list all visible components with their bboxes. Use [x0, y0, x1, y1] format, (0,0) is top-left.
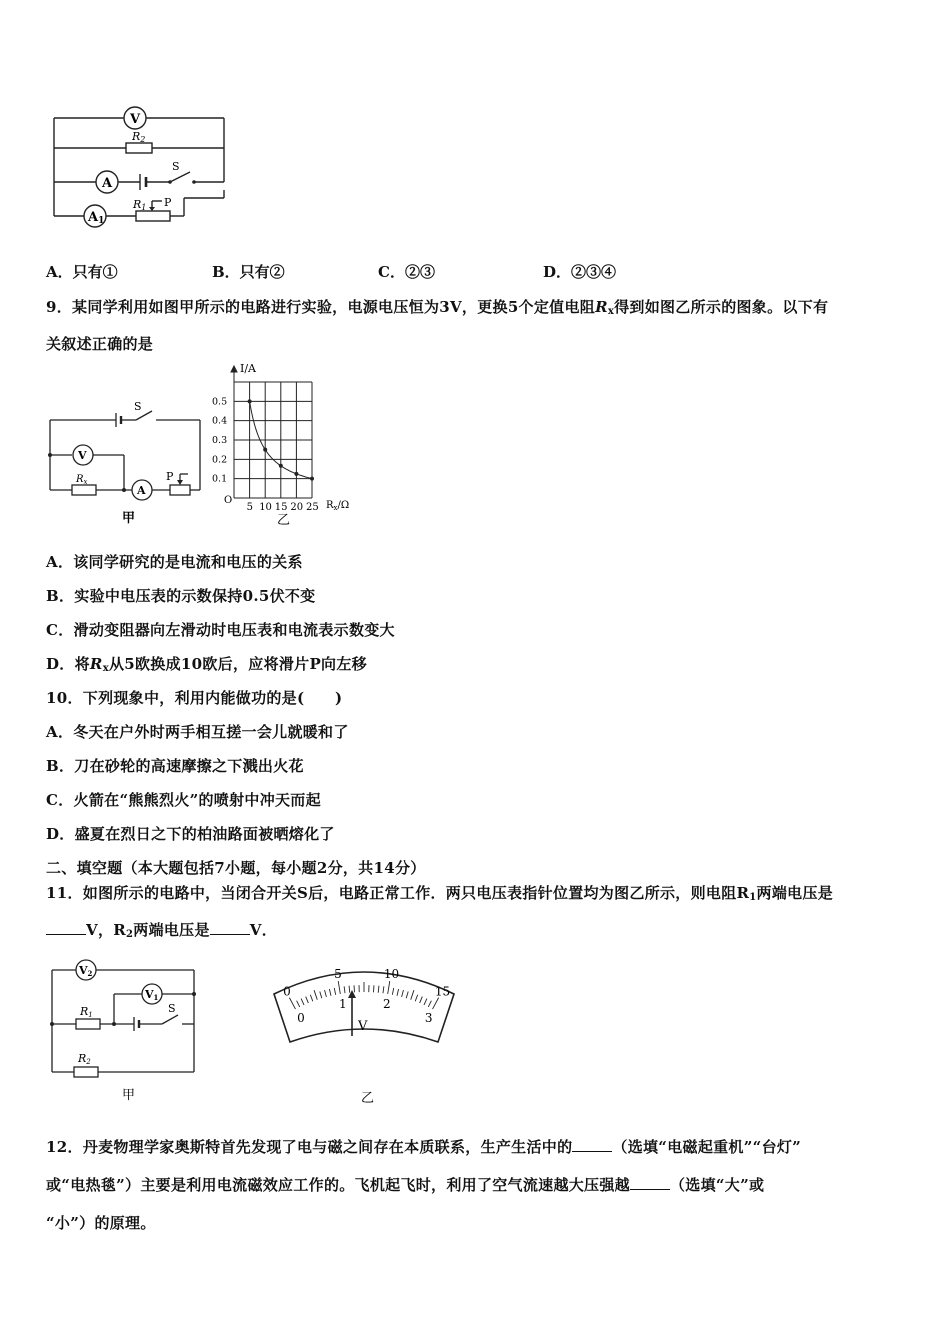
q9-option-d[interactable]: D．将$R_x$从5欧换成10欧后，应将滑片P向左移 — [46, 655, 367, 674]
q8-circuit-diagram — [40, 98, 240, 234]
meter-tick — [338, 981, 340, 994]
meter-tick — [378, 986, 379, 993]
meter-tick — [297, 1001, 300, 1007]
q11-v2-label: V — [79, 964, 88, 977]
r1-label: R — [133, 198, 142, 211]
q9-i-r-chart — [208, 360, 368, 528]
voltmeter-label: V — [130, 112, 141, 127]
chart-x-tick: 20 — [290, 502, 304, 513]
q9-caption-jia: 甲 — [122, 511, 136, 526]
meter-tick — [433, 998, 439, 1009]
meter-tick — [289, 998, 295, 1009]
meter-tick — [344, 986, 345, 993]
q9-option-b[interactable]: B．实验中电压表的示数保持0.5伏不变 — [46, 587, 316, 605]
meter-tick — [388, 981, 390, 994]
svg-text:R2: R2 — [132, 130, 146, 144]
q10-option-a[interactable]: A．冬天在户外时两手相互搓一会儿就暖和了 — [46, 723, 349, 741]
q11-switch-label: S — [168, 1002, 176, 1015]
q9-rx-label: R — [76, 474, 84, 485]
q11-v1-label: V — [145, 988, 154, 1001]
svg-text:R1: R1 — [133, 198, 147, 212]
meter-lower-label: 0 — [297, 1010, 305, 1025]
q11-caption-jia: 甲 — [122, 1088, 136, 1103]
q9-circuit-diagram — [40, 398, 210, 528]
meter-tick — [301, 999, 304, 1005]
meter-tick — [320, 992, 322, 999]
meter-lower-label: 2 — [383, 996, 391, 1011]
q9-switch-label: S — [134, 400, 142, 413]
q10-stem: 10．下列现象中，利用内能做功的是( ) — [46, 689, 343, 707]
chart-point — [248, 399, 252, 403]
chart-point — [279, 464, 283, 468]
meter-upper-label: 15 — [434, 984, 451, 999]
meter-tick — [329, 989, 331, 996]
q11-caption-yi: 乙 — [361, 1091, 375, 1106]
meter-lower-label: 1 — [338, 996, 347, 1011]
q10-option-c[interactable]: C．火箭在“熊熊烈火”的喷射中冲天而起 — [46, 791, 321, 809]
meter-tick — [397, 989, 399, 996]
q11-blank-1[interactable] — [46, 920, 86, 935]
q11-stem-line2: V，$R_2$两端电压是 V． — [46, 919, 277, 940]
ammeter1-label: A — [88, 210, 99, 225]
chart-point — [263, 448, 267, 452]
meter-unit: V — [358, 1019, 368, 1034]
chart-x-tick: 15 — [274, 502, 288, 513]
meter-tick — [402, 990, 404, 997]
q8-option-c[interactable]: C．②③ — [378, 263, 435, 281]
meter-tick — [306, 997, 309, 1003]
svg-text:Rx/Ω: $R_x/\Omega$ — [326, 500, 350, 512]
q9-option-a[interactable]: A．该同学研究的是电流和电压的关系 — [46, 553, 303, 571]
ammeter-label: A — [102, 176, 113, 191]
meter-tick — [383, 986, 384, 993]
q8-option-d[interactable]: D．②③④ — [543, 263, 617, 281]
svg-text:V1: V1 — [145, 988, 159, 1002]
q12-line3: “小”）的原理。 — [46, 1214, 156, 1232]
chart-y-tick: 0.4 — [212, 415, 228, 427]
chart-x-tick: 5 — [246, 502, 253, 513]
svg-text:V2: V2 — [79, 964, 93, 978]
meter-tick — [349, 986, 350, 993]
svg-text:A1: A1 — [88, 210, 105, 226]
svg-text:R1: R1 — [80, 1005, 93, 1019]
q9-voltmeter-label: V — [78, 449, 87, 462]
meter-lower-label: 3 — [424, 1010, 433, 1025]
meter-tick — [424, 999, 427, 1005]
meter-tick — [334, 988, 335, 995]
q9-slider-label: P — [166, 470, 174, 483]
q11-circuit-diagram — [44, 956, 214, 1106]
chart-origin: O — [224, 495, 233, 506]
chart-point — [310, 477, 314, 481]
chart-y-tick: 0.1 — [212, 473, 228, 485]
chart-point — [294, 472, 298, 476]
q9-ammeter-label: A — [137, 484, 146, 497]
meter-tick — [314, 990, 317, 999]
chart-y-tick: 0.2 — [212, 454, 228, 466]
chart-y-tick: 0.3 — [212, 435, 228, 446]
q11-voltmeter-dial — [262, 958, 466, 1108]
meter-tick — [392, 988, 393, 995]
q11-r2-label: R — [78, 1052, 87, 1065]
meter-tick — [310, 995, 312, 1002]
q12-blank-2[interactable] — [630, 1175, 670, 1190]
q9-option-c[interactable]: C．滑动变阻器向左滑动时电压表和电流表示数变大 — [46, 621, 395, 639]
chart-y-arrow — [231, 366, 237, 372]
q11-blank-2[interactable] — [210, 920, 250, 935]
chart-y-tick: 0.5 — [212, 396, 228, 408]
section-title: 二、填空题（本大题包括7小题，每小题2分，共14分） — [46, 859, 426, 877]
q10-option-d[interactable]: D．盛夏在烈日之下的柏油路面被晒熔化了 — [46, 825, 335, 843]
switch-label: S — [172, 160, 180, 173]
q11-stem: 11．如图所示的电路中，当闭合开关S后，电路正常工作．两只电压表指针位置均为图乙所示，则电阻$R_1$两端电压是 — [46, 884, 834, 903]
q12-line1: 12．丹麦物理学家奥斯特首先发现了电与磁之间存在本质联系，生产生活中的 （选填“电磁起重机”“台灯” — [46, 1138, 802, 1156]
meter-upper-label: 5 — [334, 967, 342, 982]
q12-blank-1[interactable] — [572, 1137, 612, 1152]
q9-stem-line2: 关叙述正确的是 — [46, 335, 154, 353]
q9-caption-yi: 乙 — [277, 513, 291, 528]
q8-option-b[interactable]: B．只有② — [212, 263, 285, 281]
q12-line2: 或“电热毯”）主要是利用电流磁效应工作的。飞机起飞时，利用了空气流速越大压强越 （选填“大”或 — [46, 1176, 765, 1194]
meter-upper-label: 10 — [383, 967, 400, 982]
chart-x-tick: 25 — [306, 502, 319, 513]
meter-tick — [415, 995, 417, 1002]
meter-tick — [325, 990, 327, 997]
meter-tick — [406, 992, 408, 999]
q9-stem: 9．某同学利用如图甲所示的电路进行实验，电源电压恒为3V，更换5个定值电阻$R_x$得到如图乙所示的图象。以下有 — [46, 298, 829, 317]
svg-text:Rx: $R_x$ — [76, 474, 88, 486]
r2-label: R — [132, 130, 141, 143]
chart-x-tick: 10 — [259, 502, 272, 513]
svg-text:R2: R2 — [78, 1052, 91, 1066]
meter-tick — [420, 997, 423, 1003]
meter-upper-label: 0 — [283, 984, 291, 999]
q8-option-a[interactable]: A．只有① — [46, 263, 118, 281]
q10-option-b[interactable]: B．刀在砂轮的高速摩擦之下溅出火花 — [46, 757, 304, 775]
chart-ylabel: I/A — [240, 362, 256, 375]
meter-tick — [428, 1001, 431, 1007]
q11-r1-label: R — [80, 1005, 89, 1018]
meter-tick — [411, 990, 414, 999]
slider-label: P — [164, 196, 172, 209]
chart-xlabel: R — [326, 500, 334, 511]
